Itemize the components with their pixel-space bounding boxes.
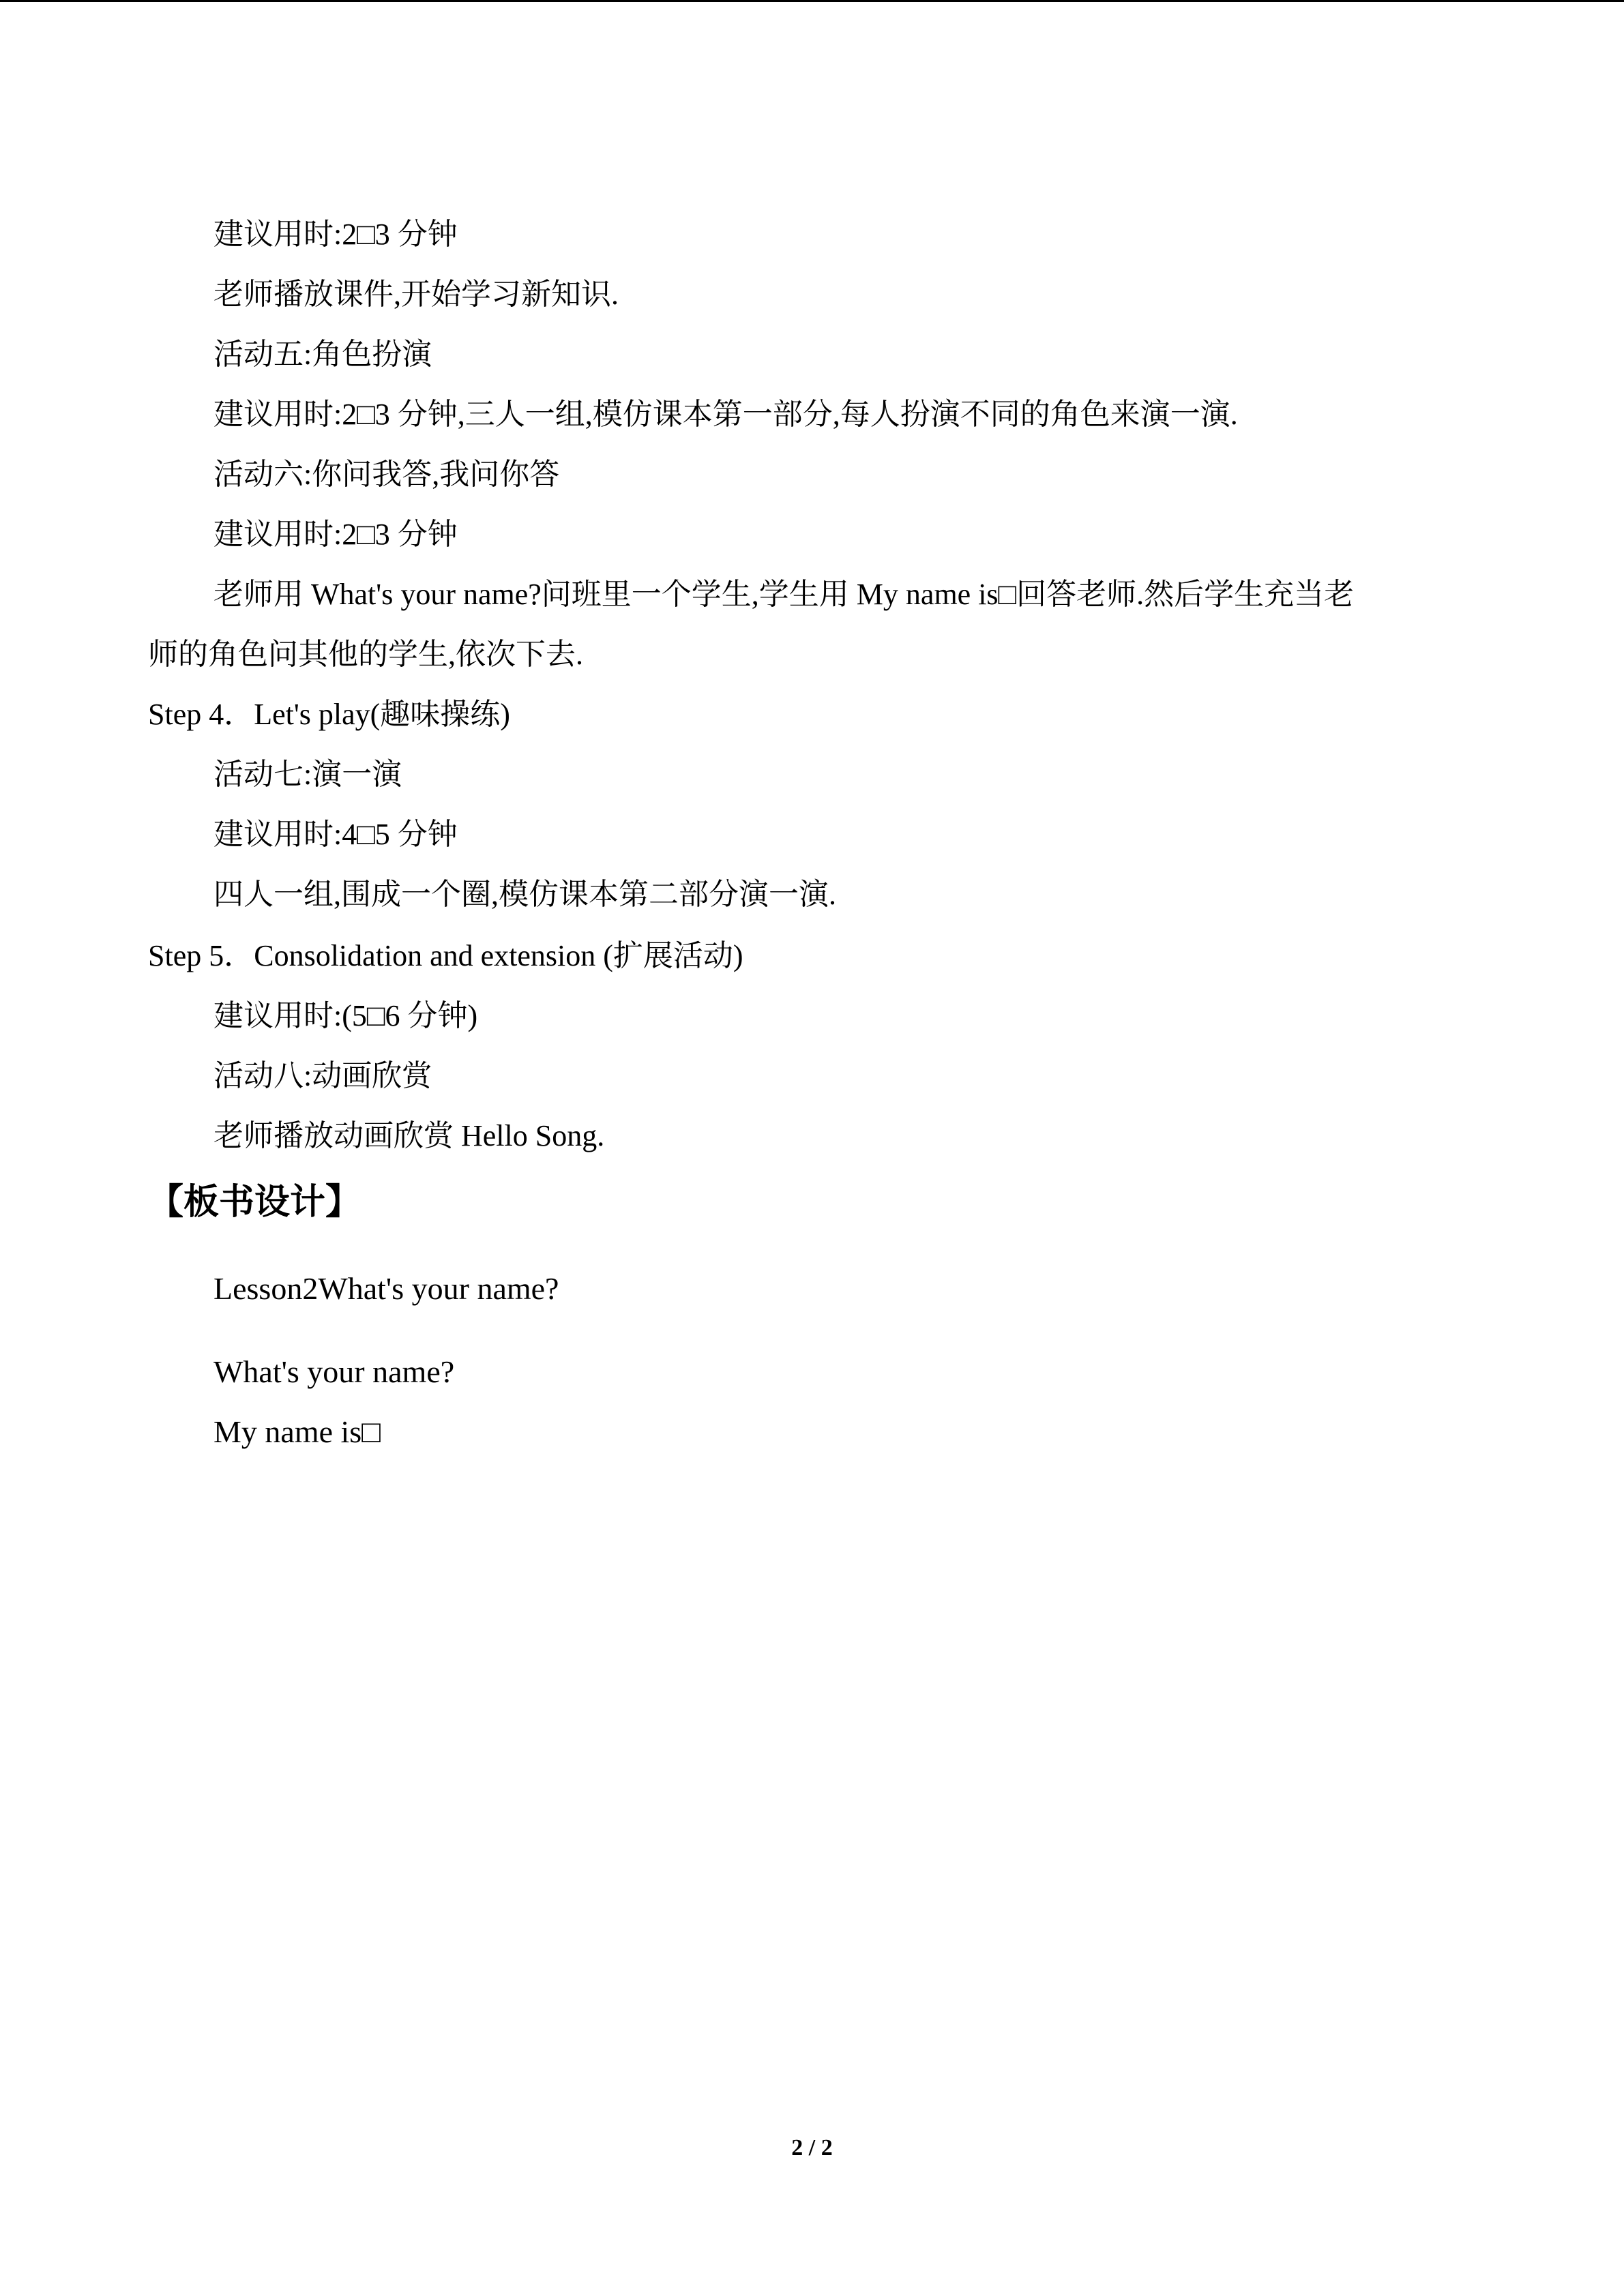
paragraph-line: 活动五:角色扮演	[213, 338, 432, 371]
step5-line: 建议用时:(5□6 分钟)	[213, 999, 478, 1032]
step4-line: 建议用时:4□5 分钟	[213, 818, 458, 851]
paragraph-line: 建议用时:2□3 分钟	[213, 518, 458, 551]
paragraph-line: 老师用 What's your name?问班里一个学生,学生用 My name is□回答老师.然后学生充当老	[213, 578, 1355, 611]
step5-line: 老师播放动画欣赏 Hello Song.	[213, 1119, 605, 1152]
board-line: What's your name?	[213, 1354, 455, 1389]
page-number: 2 / 2	[791, 2135, 833, 2160]
board-design-heading: 【板书设计】	[148, 1182, 361, 1223]
paragraph-line: 师的角色问其他的学生,依次下去.	[148, 638, 583, 671]
paragraph-line: 建议用时:2□3 分钟	[213, 218, 458, 251]
step4-line: 四人一组,围成一个圈,模仿课本第二部分演一演.	[213, 878, 836, 911]
step4-title: Step 4．Let's play(趣味操练)	[148, 698, 510, 731]
step5-line: 活动八:动画欣赏	[213, 1059, 432, 1092]
paragraph-line: 建议用时:2□3 分钟,三人一组,模仿课本第一部分,每人扮演不同的角色来演一演.	[213, 398, 1238, 431]
paragraph-line: 老师播放课件,开始学习新知识.	[213, 278, 619, 311]
paragraph-line: 活动六:你问我答,我问你答	[213, 458, 560, 491]
board-line: Lesson2What's your name?	[213, 1271, 559, 1306]
board-line: My name is□	[213, 1414, 381, 1449]
step5-title: Step 5．Consolidation and extension (扩展活动)	[148, 939, 743, 972]
step4-line: 活动七:演一演	[213, 758, 402, 791]
